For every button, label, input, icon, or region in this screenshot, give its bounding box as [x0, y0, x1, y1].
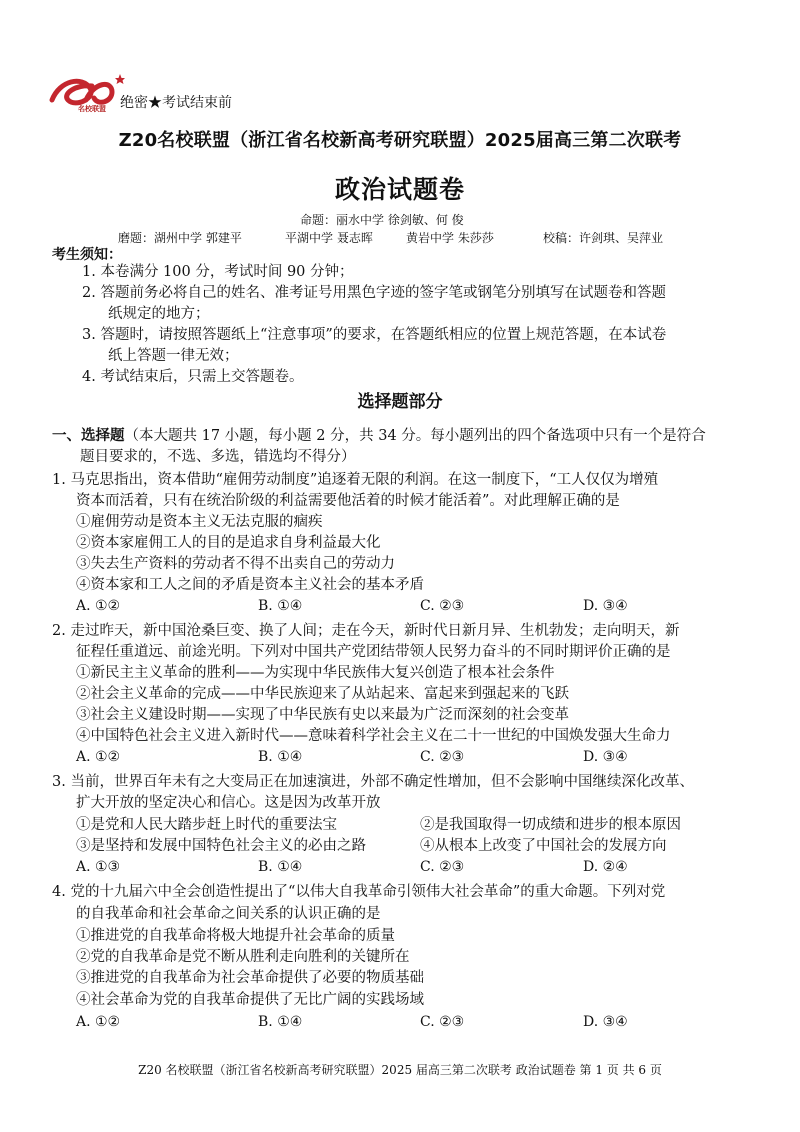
- credit-review-1: 磨题：湖州中学 郭建平: [118, 231, 242, 245]
- q4-stem-line-1: 4. 党的十九届六中全会创造性提出了“以伟大自我革命引领伟大社会革命”的重大命题。下列对党: [52, 884, 666, 900]
- q2-option-c[interactable]: C. ②③: [420, 749, 465, 765]
- q3-statement-3: ③是坚持和发展中国特色社会主义的必由之路: [76, 838, 366, 854]
- q1-stem-line-1: 1. 马克思指出，资本借助“雇佣劳动制度”追逐着无限的利润。在这一制度下，“工人仅仅为增殖: [52, 472, 659, 488]
- secret-mark: 绝密★考试结束前: [120, 95, 232, 111]
- section-intro-text: （本大题共 17 小题，每小题 2 分，共 34 分。每小题列出的四个备选项中只有一个是符合: [124, 428, 706, 444]
- q2-option-b[interactable]: B. ①④: [258, 749, 303, 765]
- logo-text: 名校联盟: [78, 105, 106, 113]
- section-intro-line-2: 题目要求的，不选、多选，错选均不得分）: [80, 449, 356, 465]
- notice-item: 2. 答题前务必将自己的姓名、准考证号用黑色字迹的签字笔或钢笔分别填写在试题卷和答题: [82, 285, 666, 301]
- credit-review-2: 平湖中学 聂志晖: [285, 231, 373, 245]
- q4-stem-line-2: 的自我革命和社会革命之间关系的认识正确的是: [76, 906, 381, 922]
- q3-stem-line-2: 扩大开放的坚定决心和信心。这是因为改革开放: [76, 795, 381, 811]
- section-title: 选择题部分: [357, 392, 443, 412]
- q3-option-c[interactable]: C. ②③: [420, 859, 465, 875]
- q4-statement-3: ③推进党的自我革命为社会革命提供了必要的物质基础: [76, 970, 424, 986]
- notice-item: 纸上答题一律无效；: [108, 348, 239, 364]
- exam-title: Z20名校联盟（浙江省名校新高考研究联盟）2025届高三第二次联考: [118, 130, 682, 151]
- q4-option-b[interactable]: B. ①④: [258, 1014, 303, 1030]
- q2-statement-4: ④中国特色社会主义进入新时代——意味着科学社会主义在二十一世纪的中国焕发强大生命力: [76, 728, 671, 744]
- section-intro-line-1: [52, 426, 706, 447]
- credit-authors: 命题：丽水中学 徐剑敏、何 俊: [300, 213, 464, 227]
- q2-stem-line-2: 征程任重道远、前途光明。下列对中国共产党团结带领人民努力奋斗的不同时期评价正确的是: [76, 644, 671, 660]
- q1-option-c[interactable]: C. ②③: [420, 598, 465, 614]
- section-intro-head: 一、选择题: [52, 428, 125, 444]
- q2-option-a[interactable]: A. ①②: [76, 749, 121, 765]
- q4-statement-2: ②党的自我革命是党不断从胜利走向胜利的关键所在: [76, 949, 410, 965]
- notice-heading: 考生须知：: [52, 247, 122, 263]
- q4-statement-4: ④社会革命为党的自我革命提供了无比广阔的实践场域: [76, 992, 424, 1008]
- credit-proof: 校稿：许剑琪、吴萍业: [543, 231, 664, 245]
- q3-statement-4: ④从根本上改变了中国社会的发展方向: [420, 838, 667, 854]
- q2-option-d[interactable]: D. ③④: [583, 749, 628, 765]
- q1-option-a[interactable]: A. ①②: [76, 598, 121, 614]
- q1-statement-4: ④资本家和工人之间的矛盾是资本主义社会的基本矛盾: [76, 577, 424, 593]
- notice-item: 4. 考试结束后，只需上交答题卷。: [82, 369, 304, 385]
- q2-statement-3: ③社会主义建设时期——实现了中华民族有史以来最为广泛而深刻的社会变革: [76, 707, 569, 723]
- q4-option-d[interactable]: D. ③④: [583, 1014, 628, 1030]
- q3-stem-line-1: 3. 当前，世界百年未有之大变局正在加速演进，外部不确定性增加，但不会影响中国继续深化改革、: [52, 774, 694, 790]
- notice-item: 3. 答题时，请按照答题纸上“注意事项”的要求，在答题纸相应的位置上规范答题，在本试卷: [82, 327, 667, 343]
- q4-option-c[interactable]: C. ②③: [420, 1014, 465, 1030]
- subject-title: 政治试题卷: [334, 175, 465, 204]
- q3-option-a[interactable]: A. ①③: [76, 859, 121, 875]
- q1-statement-3: ③失去生产资料的劳动者不得不出卖自己的劳动力: [76, 556, 395, 572]
- q1-statement-1: ①雇佣劳动是资本主义无法克服的痼疾: [76, 514, 323, 530]
- q4-option-a[interactable]: A. ①②: [76, 1014, 121, 1030]
- q1-statement-2: ②资本家雇佣工人的目的是追求自身利益最大化: [76, 535, 381, 551]
- q2-statement-2: ②社会主义革命的完成——中华民族迎来了从站起来、富起来到强起来的飞跃: [76, 686, 569, 702]
- q3-option-d[interactable]: D. ②④: [583, 859, 628, 875]
- q1-stem-line-2: 资本而活着，只有在统治阶级的利益需要他活着的时候才能活着”。对此理解正确的是: [76, 493, 620, 509]
- notice-item: 1. 本卷满分 100 分，考试时间 90 分钟；: [82, 264, 354, 280]
- credit-review-3: 黄岩中学 朱莎莎: [406, 231, 494, 245]
- q4-statement-1: ①推进党的自我革命将极大地提升社会革命的质量: [76, 928, 395, 944]
- q3-option-b[interactable]: B. ①④: [258, 859, 303, 875]
- z20-logo: [46, 70, 126, 118]
- q2-stem-line-1: 2. 走过昨天，新中国沧桑巨变、换了人间；走在今天，新时代日新月异、生机勃发；走向明天，新: [52, 623, 680, 639]
- page-footer: Z20 名校联盟（浙江省名校新高考研究联盟）2025 届高三第二次联考 政治试题卷 第 1 页 共 6 页: [138, 1063, 662, 1077]
- q3-statement-2: ②是我国取得一切成绩和进步的根本原因: [420, 817, 681, 833]
- q3-statement-1: ①是党和人民大踏步赶上时代的重要法宝: [76, 817, 337, 833]
- q1-option-d[interactable]: D. ③④: [583, 598, 628, 614]
- q1-option-b[interactable]: B. ①④: [258, 598, 303, 614]
- notice-item: 纸规定的地方；: [108, 306, 210, 322]
- q2-statement-1: ①新民主主义革命的胜利——为实现中华民族伟大复兴创造了根本社会条件: [76, 665, 555, 681]
